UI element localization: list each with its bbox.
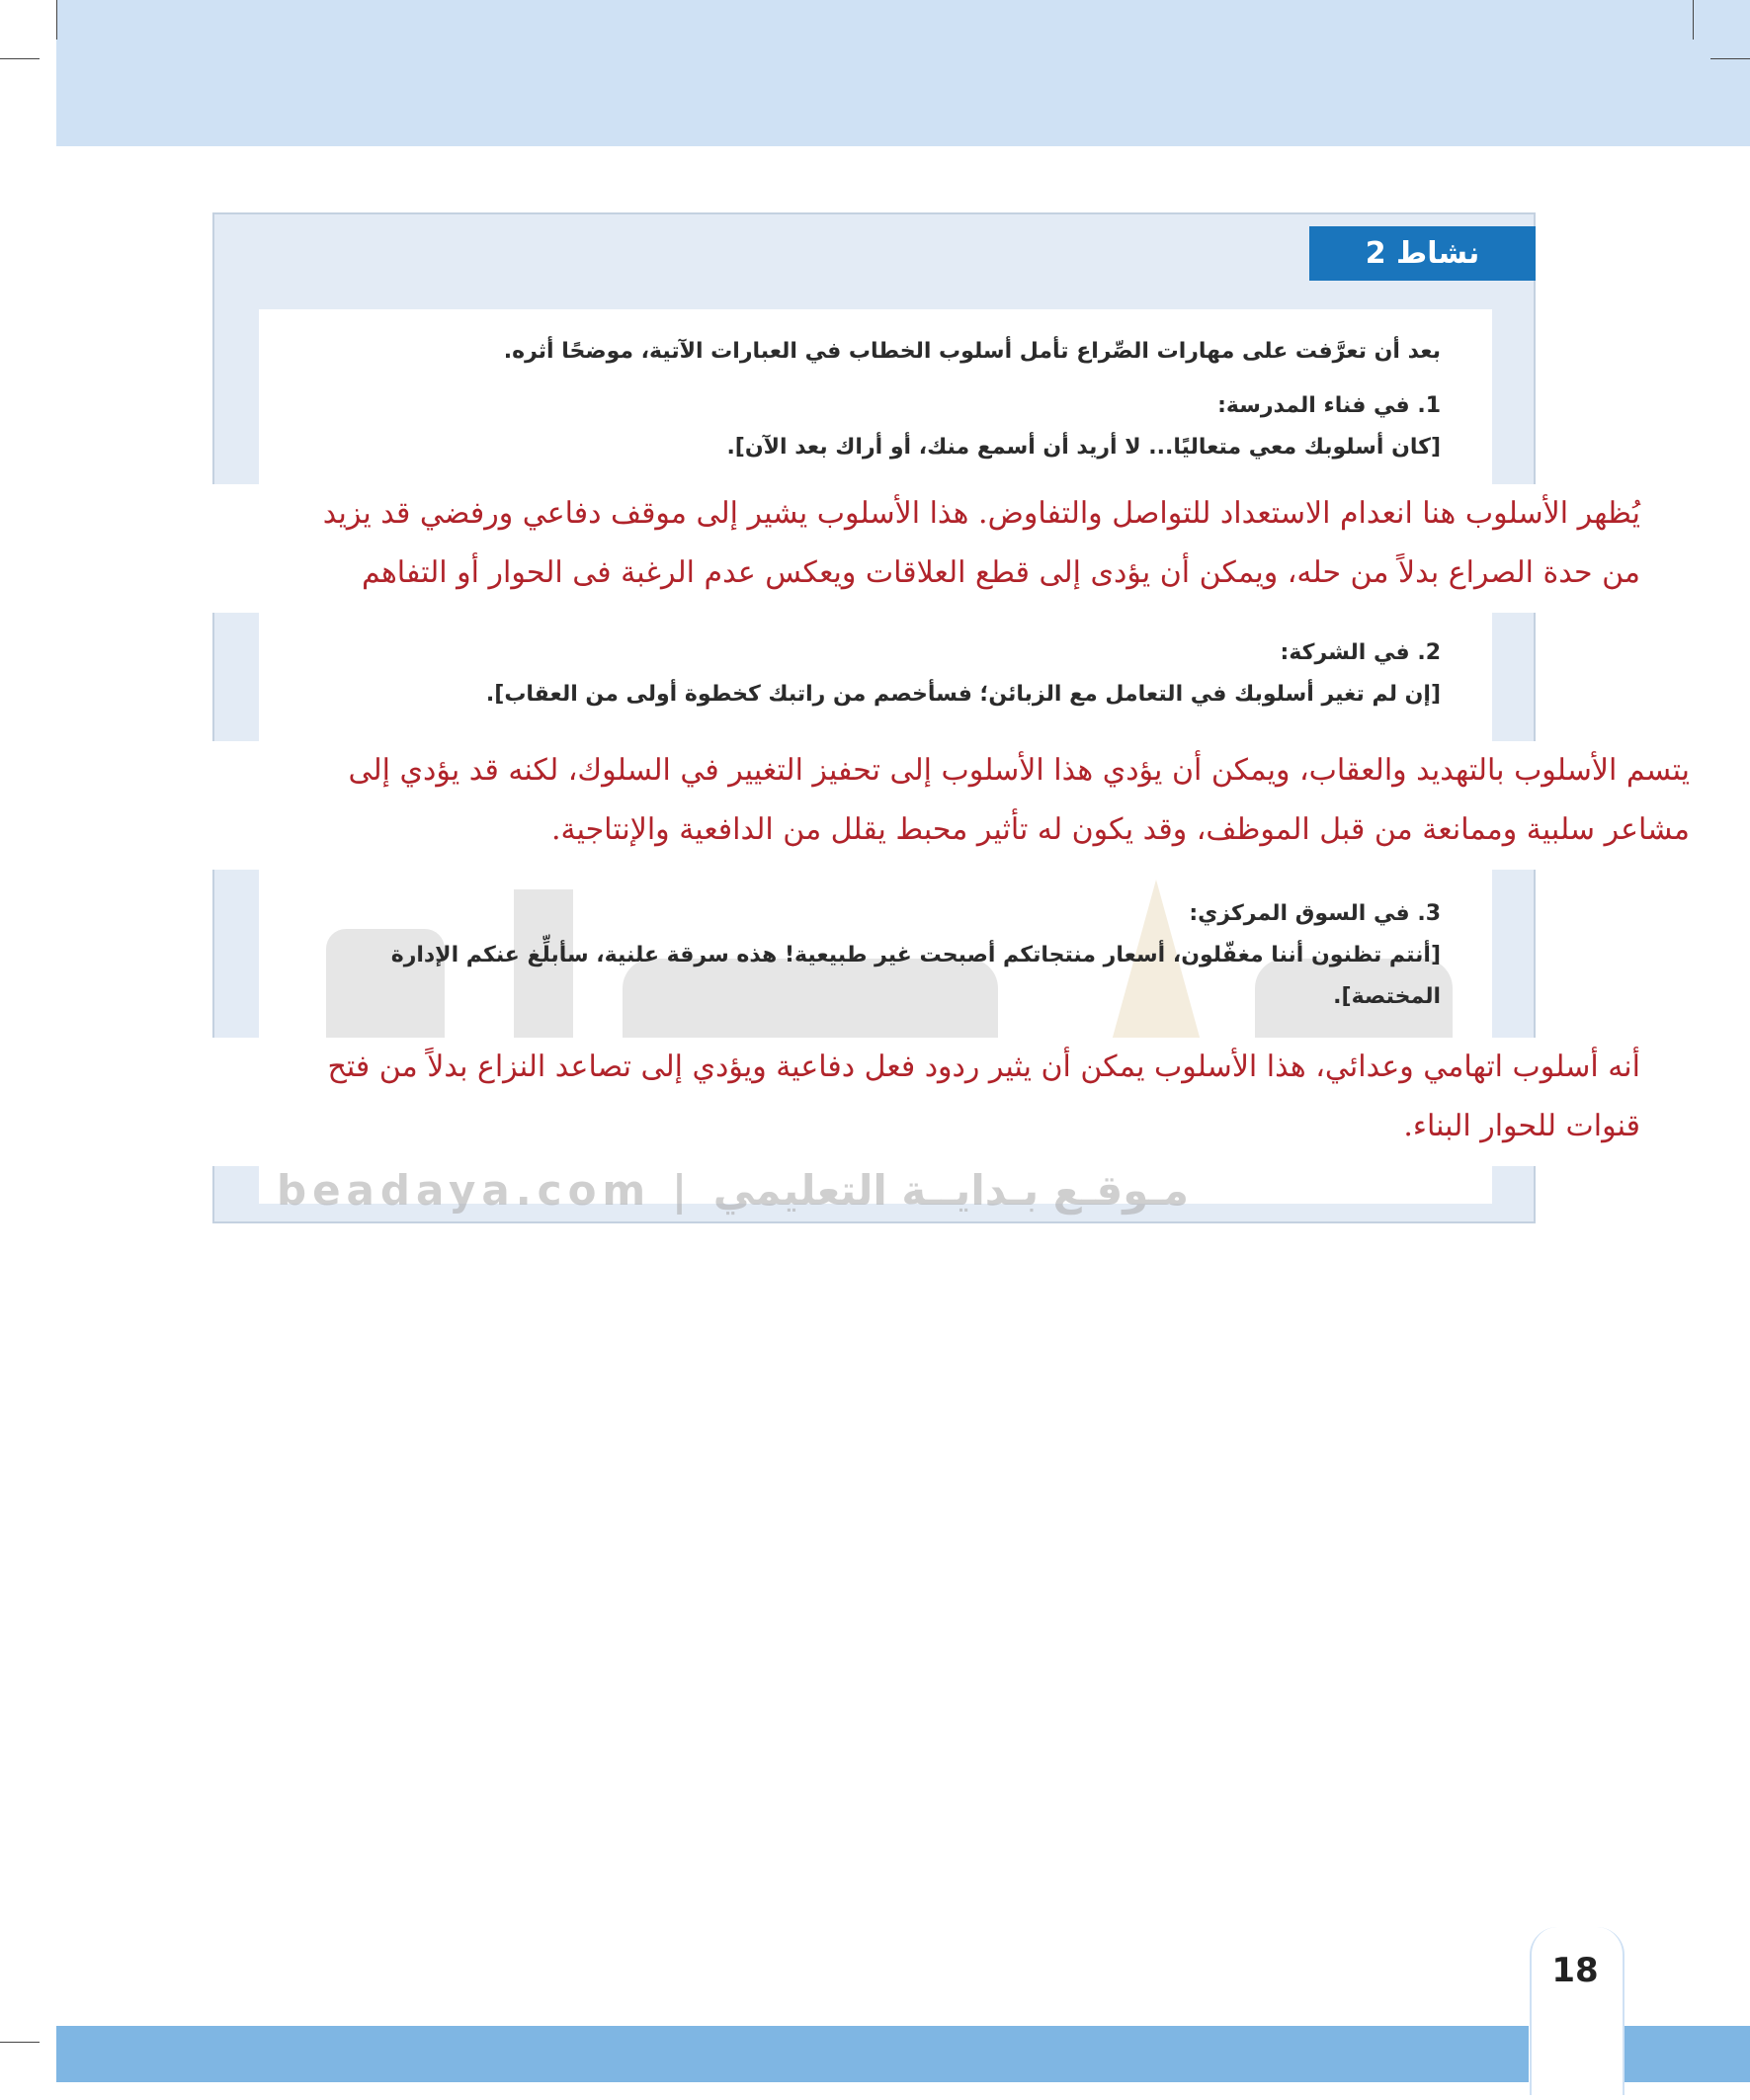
item-1-quote: [كان أسلوبك معي متعاليًا... لا أريد أن أسمع منك، أو أراك بعد الآن]. bbox=[726, 435, 1441, 460]
item-1-heading: 1. في فناء المدرسة: bbox=[1217, 393, 1441, 418]
item-3-answer-line-1: أنه أسلوب اتهامي وعدائي، هذا الأسلوب يمكن أن يثير ردود فعل دفاعية ويؤدي إلى تصاعد النزاع بدلاً من فتح bbox=[327, 1050, 1640, 1084]
item-2-answer bbox=[103, 741, 1713, 870]
crop-mark bbox=[1693, 0, 1694, 40]
watermark-text: beadaya.com | مـوقـع بـدايــة التعليمي bbox=[277, 1166, 1189, 1215]
crop-mark bbox=[0, 2042, 40, 2043]
item-1-answer bbox=[103, 484, 1664, 613]
item-3-answer-line-2: قنوات للحوار البناء. bbox=[1403, 1109, 1640, 1143]
crop-mark bbox=[1710, 58, 1750, 59]
item-2-answer-line-1: يتسم الأسلوب بالتهديد والعقاب، ويمكن أن يؤدي هذا الأسلوب إلى تحفيز التغيير في السلوك، لكنه قد يؤدي إلى bbox=[348, 753, 1690, 788]
item-2-quote: [إن لم تغير أسلوبك في التعامل مع الزبائن؛ فسأخصم من راتبك كخطوة أولى من العقاب]. bbox=[485, 682, 1441, 707]
activity-title-tab: نشاط 2 bbox=[1309, 226, 1536, 281]
item-3-heading: 3. في السوق المركزي: bbox=[1189, 901, 1441, 926]
activity-intro: بعد أن تعرَّفت على مهارات الصِّراع تأمل أسلوب الخطاب في العبارات الآتية، موضحًا أثره. bbox=[503, 339, 1441, 364]
crop-mark bbox=[56, 0, 57, 40]
item-3-quote-line-1: [أنتم تظنون أننا مغفّلون، أسعار منتجاتكم أصبحت غير طبيعية! هذه سرقة علنية، سأبلِّغ عنكم الإدارة bbox=[390, 943, 1441, 967]
crop-mark bbox=[0, 58, 40, 59]
item-3-quote-line-2: المختصة]. bbox=[1333, 984, 1441, 1009]
item-1-answer-line-1: يُظهر الأسلوب هنا انعدام الاستعداد للتواصل والتفاوض. هذا الأسلوب يشير إلى موقف دفاعي ورفضي قد يزيد bbox=[322, 496, 1640, 531]
item-2-heading: 2. في الشركة: bbox=[1280, 640, 1441, 665]
page-number: 18 bbox=[1551, 1951, 1599, 1990]
item-1-answer-line-2: من حدة الصراع بدلاً من حله، ويمكن أن يؤدى إلى قطع العلاقات ويعكس عدم الرغبة فى الحوار أو التفاهم bbox=[362, 555, 1640, 590]
bottom-footer-band-right bbox=[1621, 2026, 1750, 2082]
item-3-answer bbox=[103, 1038, 1664, 1166]
item-2-answer-line-2: مشاعر سلبية وممانعة من قبل الموظف، وقد يكون له تأثير محبط يقلل من الدافعية والإنتاجية. bbox=[550, 812, 1690, 847]
top-header-band bbox=[56, 0, 1750, 146]
bottom-footer-band bbox=[56, 2026, 1529, 2082]
